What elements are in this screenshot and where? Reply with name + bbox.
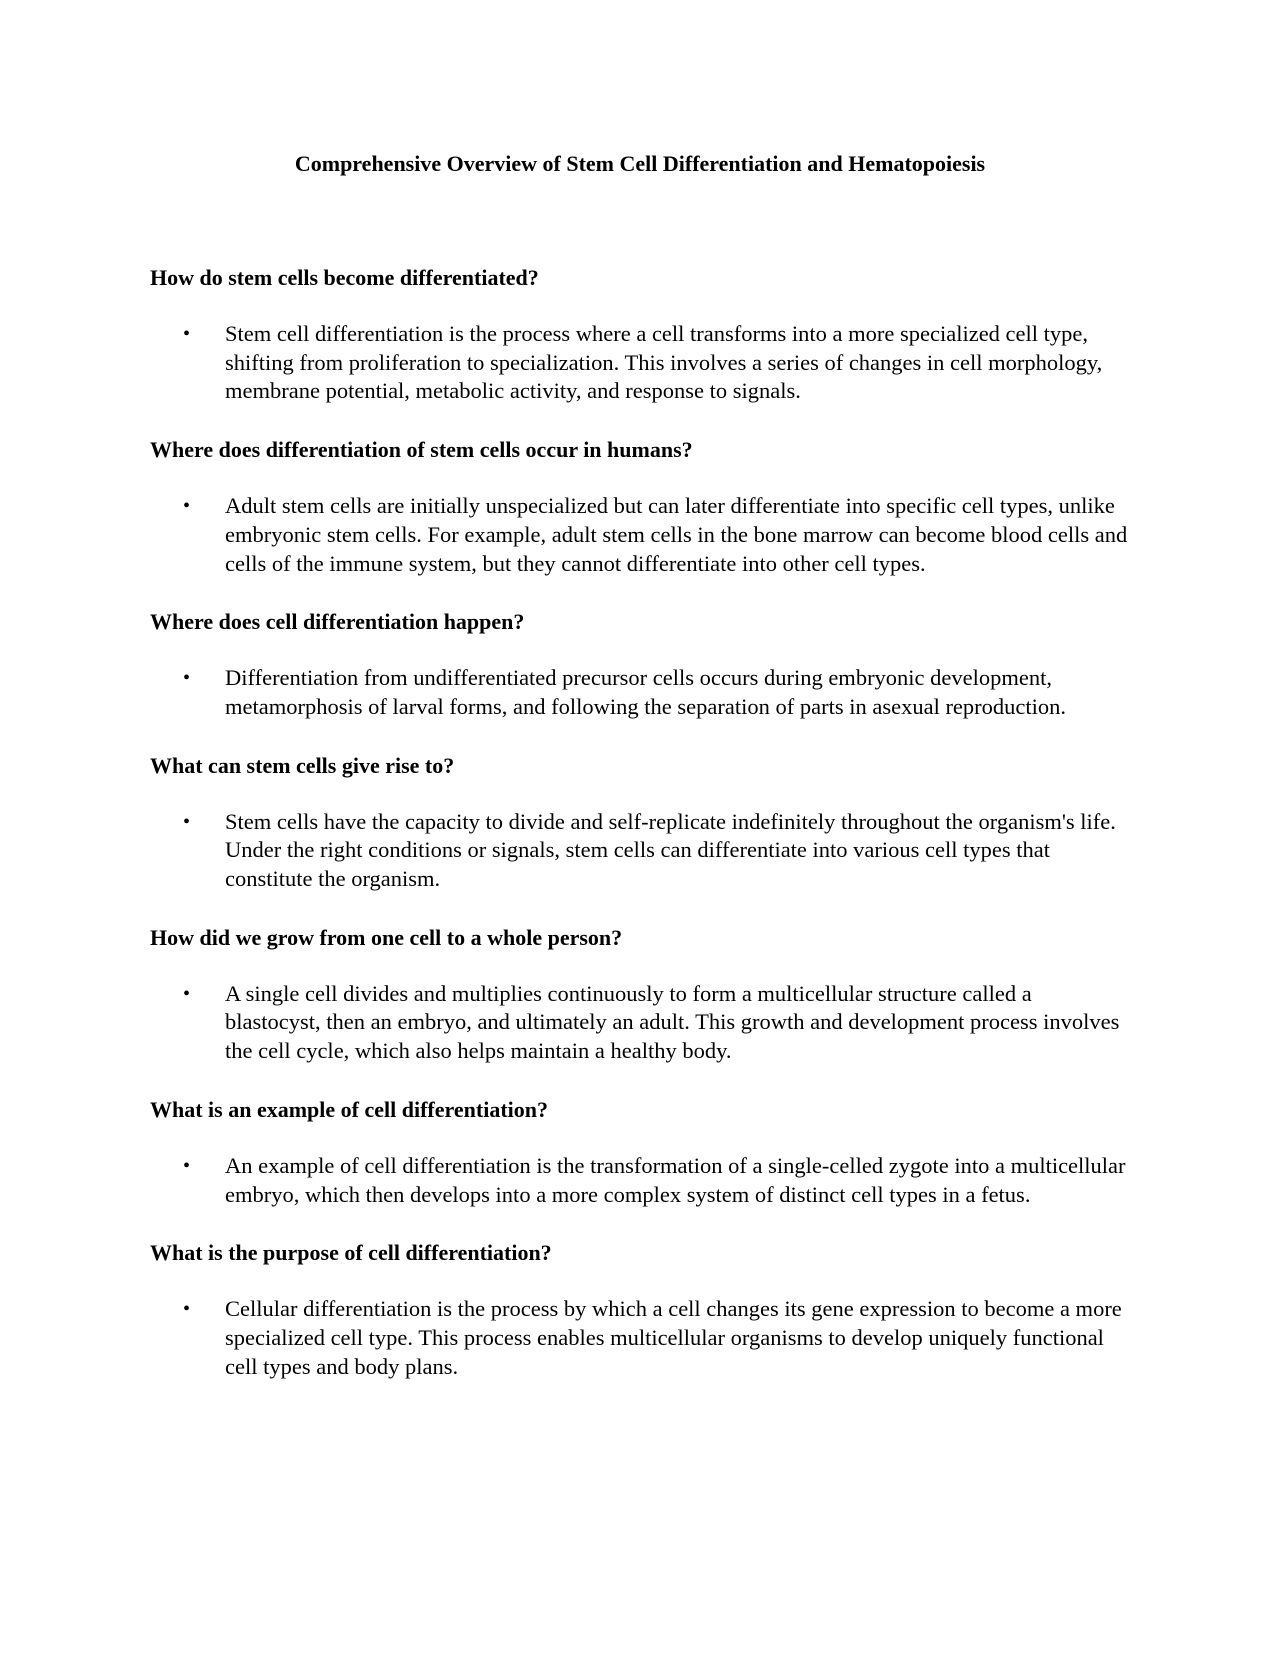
answer-text: Cellular differentiation is the process by which a cell changes its gene expression to become a more specialized cell type. This process enables multicellular organisms to develop uniquely functional cell types and body plans. [225,1296,1122,1379]
answer-list [150,492,1130,578]
section-question: How did we grow from one cell to a whole person? [150,924,623,950]
answer-list [150,1152,1130,1209]
answer-list [150,1295,1130,1381]
qa-section [150,264,1130,406]
answer-bullet-item [150,664,1130,721]
bullet-icon: • [183,1298,191,1321]
answer-list [150,980,1130,1066]
answer-list [150,664,1130,721]
answer-text: Stem cells have the capacity to divide and self-replicate indefinitely throughout the organism's life. Under the right conditions or signals, stem cells can differentiate into various cell types that constitute the organism. [225,808,1116,892]
answer-bullet-item [150,492,1130,578]
answer-list [150,808,1130,894]
qa-section [150,1096,1130,1209]
section-question: Where does cell differentiation happen? [150,609,525,635]
answer-text: An example of cell differentiation is the transformation of a single-celled zygote into a multicellular embryo, which then develops into a more complex system of distinct cell types in a fetus. [225,1152,1126,1207]
answer-bullet-item [150,808,1130,894]
document-title: Comprehensive Overview of Stem Cell Differentiation and Hematopoiesis [294,151,986,176]
qa-section [150,1239,1130,1381]
bullet-icon: • [183,810,191,833]
section-question: What is an example of cell differentiation? [150,1096,548,1122]
bullet-icon: • [183,323,191,345]
answer-bullet-item [150,1152,1130,1209]
bullet-icon: • [183,1154,191,1177]
qa-section [150,608,1130,721]
section-question: Where does differentiation of stem cells occur in humans? [150,437,693,463]
section-question: How do stem cells become differentiated? [150,265,539,290]
bullet-icon: • [183,982,191,1005]
answer-bullet-item [150,1295,1130,1381]
answer-text: A single cell divides and multiplies continuously to form a multicellular structure called a blastocyst, then an embryo, and ultimately an adult. This growth and development process involves the cell cycle, which also helps maintain a healthy body. [225,980,1120,1064]
bullet-icon: • [183,495,191,518]
answer-text: Stem cell differentiation is the process where a cell transforms into a more specialized cell type, shifting from proliferation to specialization. This involves a series of changes in cell morphology, membrane potential, metabolic activity, and response to signals. [225,321,1103,404]
document-body [150,264,1130,1411]
answer-bullet-item [150,980,1130,1066]
answer-list [150,320,1130,406]
bullet-icon: • [183,667,191,690]
answer-bullet-item [150,320,1130,406]
qa-section [150,924,1130,1066]
answer-text: Adult stem cells are initially unspecialized but can later differentiate into specific cell types, unlike embryonic stem cells. For example, adult stem cells in the bone marrow can become blood cells and cells of the immune system, but they cannot differentiate into other cell types. [225,493,1128,576]
section-question: What is the purpose of cell differentiation? [150,1240,552,1266]
qa-section [150,752,1130,894]
answer-text: Differentiation from undifferentiated precursor cells occurs during embryonic development, metamorphosis of larval forms, and following the separation of parts in asexual reproduction. [225,665,1067,719]
qa-section [150,436,1130,578]
section-question: What can stem cells give rise to? [150,752,455,778]
